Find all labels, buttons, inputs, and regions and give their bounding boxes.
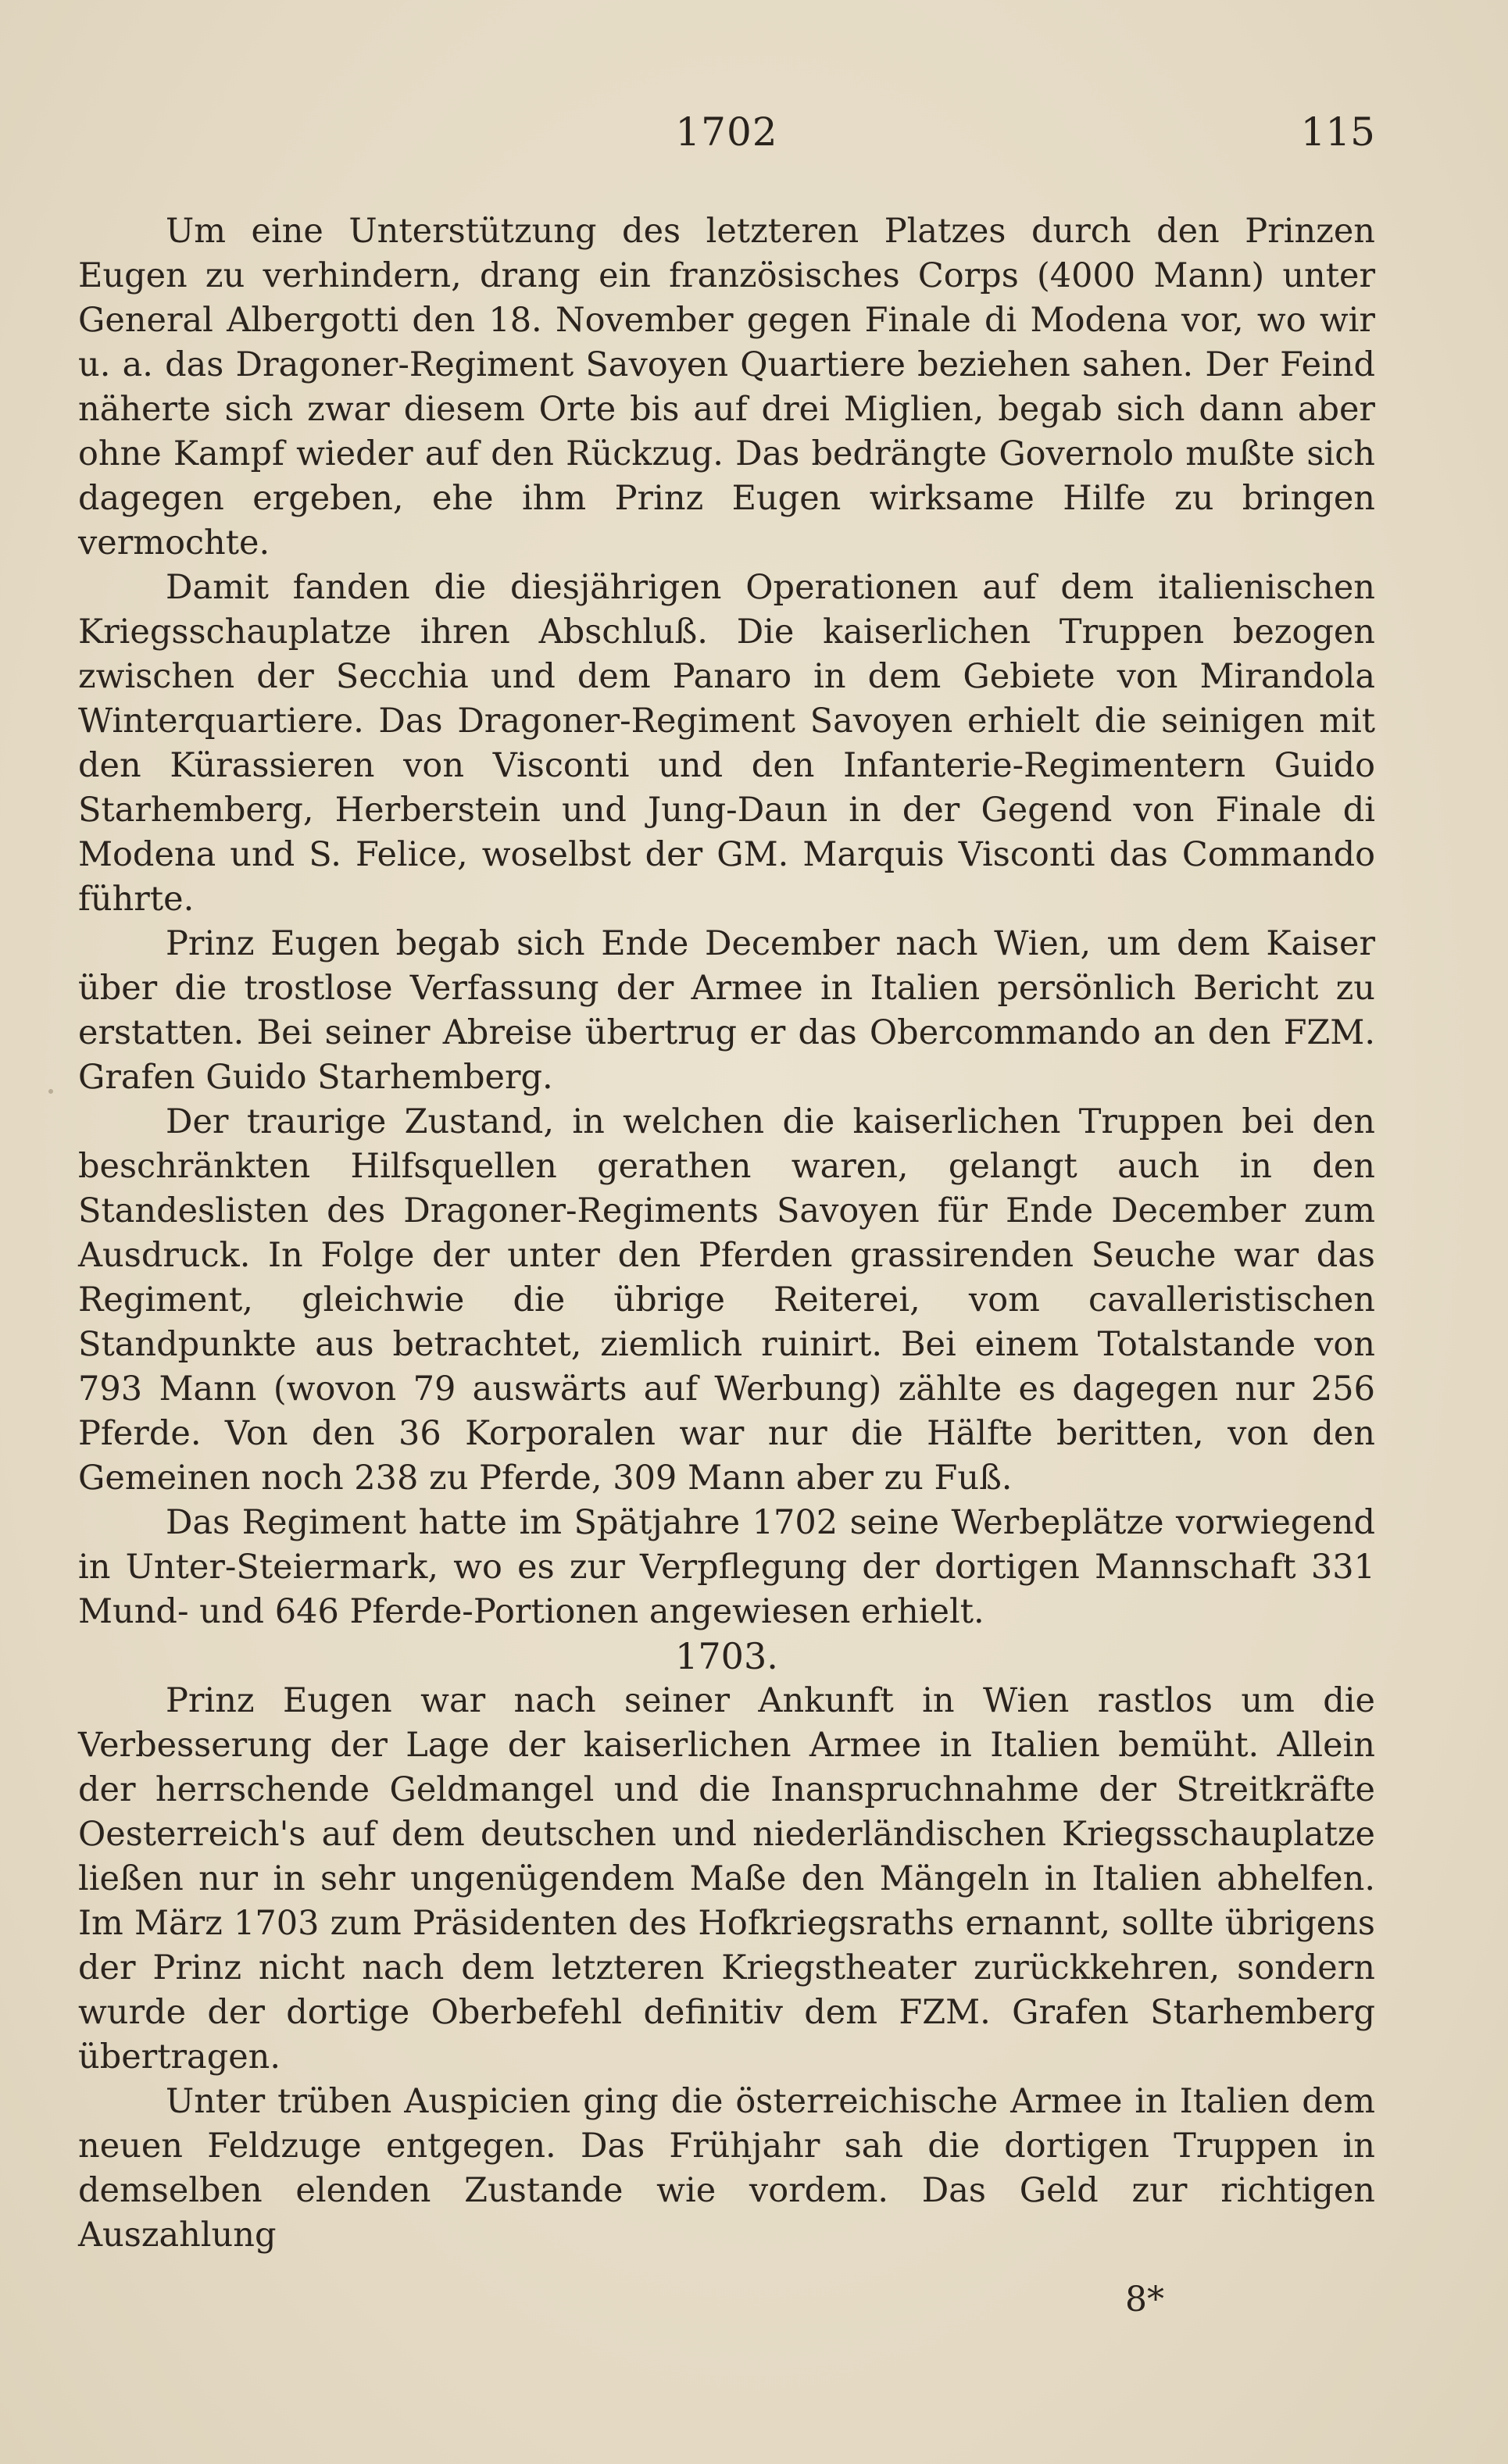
paragraph: Das Regiment hatte im Spätjahre 1702 seine Werbeplätze vorwiegend in Unter-Steiermark, wo es zur Verpflegung der dortigen Mannschaft 331 Mund- und 646 Pferde-Portionen angewiesen erhielt.: [78, 1503, 1375, 1631]
signature-mark: 8*: [1125, 2280, 1164, 2319]
running-head-year: 1702: [675, 109, 778, 155]
paragraph: Prinz Eugen begab sich Ende December nach Wien, um dem Kaiser über die trostlose Verfassung der Armee in Italien persönlich Bericht zu erstatten. Bei seiner Abreise übertrug er das Obercommando an den FZM. Grafen Guido Starhemberg.: [78, 924, 1375, 1097]
paper-speck: [48, 1089, 53, 1094]
paragraph: Damit fanden die diesjährigen Operationen auf dem italienischen Kriegsschauplatze ihren Abschluß. Die kaiserlichen Truppen bezogen zwischen der Secchia und dem Panaro in dem Gebiete von Mirandola Winterquartiere. Das Dragoner-Regiment Savoyen erhielt die seinigen mit den Kürassieren von Visconti und den Infanterie-Regimentern Guido Starhemberg, Herberstein und Jung-Daun in der Gegend von Finale di Modena und S. Felice, woselbst der GM. Marquis Visconti das Commando führte.: [78, 568, 1375, 919]
section-heading-1703: 1703.: [675, 1635, 778, 1677]
page-header: [78, 109, 1375, 172]
page-number: 115: [1300, 109, 1375, 155]
page-body: [78, 209, 1375, 2258]
paragraph: Der traurige Zustand, in welchen die kaiserlichen Truppen bei den beschränkten Hilfsquellen gerathen waren, gelangt auch in den Standeslisten des Dragoner-Regiments Savoyen für Ende December zum Ausdruck. In Folge der unter den Pferden grassirenden Seuche war das Regiment, gleichwie die übrige Reiterei, vom cavalleristischen Standpunkte aus betrachtet, ziemlich ruinirt. Bei einem Totalstande von 793 Mann (wovon 79 auswärts auf Werbung) zählte es dagegen nur 256 Pferde. Von den 36 Korporalen war nur die Hälfte beritten, von den Gemeinen noch 238 zu Pferde, 309 Mann aber zu Fuß.: [78, 1102, 1375, 1498]
paragraph: Prinz Eugen war nach seiner Ankunft in Wien rastlos um die Verbesserung der Lage der kaiserlichen Armee in Italien bemüht. Allein der herrschende Geldmangel und die Inanspruchnahme der Streitkräfte Oesterreich's auf dem deutschen und niederländischen Kriegsschauplatze ließen nur in sehr ungenügendem Maße den Mängeln in Italien abhelfen. Im März 1703 zum Präsidenten des Hofkriegsraths ernannt, sollte übrigens der Prinz nicht nach dem letzteren Kriegstheater zurückkehren, sondern wurde der dortige Oberbefehl definitiv dem FZM. Grafen Starhemberg übertragen.: [78, 1681, 1375, 2077]
paragraph: Unter trüben Auspicien ging die österreichische Armee in Italien dem neuen Feldzuge entgegen. Das Frühjahr sah die dortigen Truppen in demselben elenden Zustande wie vordem. Das Geld zur richtigen Auszahlung: [78, 2082, 1375, 2255]
paragraph: Um eine Unterstützung des letzteren Platzes durch den Prinzen Eugen zu verhindern, drang ein französisches Corps (4000 Mann) unter General Albergotti den 18. November gegen Finale di Modena vor, wo wir u. a. das Dragoner-Regiment Savoyen Quartiere beziehen sahen. Der Feind näherte sich zwar diesem Orte bis auf drei Miglien, begab sich dann aber ohne Kampf wieder auf den Rückzug. Das bedrängte Governolo mußte sich dagegen ergeben, ehe ihm Prinz Eugen wirksame Hilfe zu bringen vermochte.: [78, 212, 1375, 562]
